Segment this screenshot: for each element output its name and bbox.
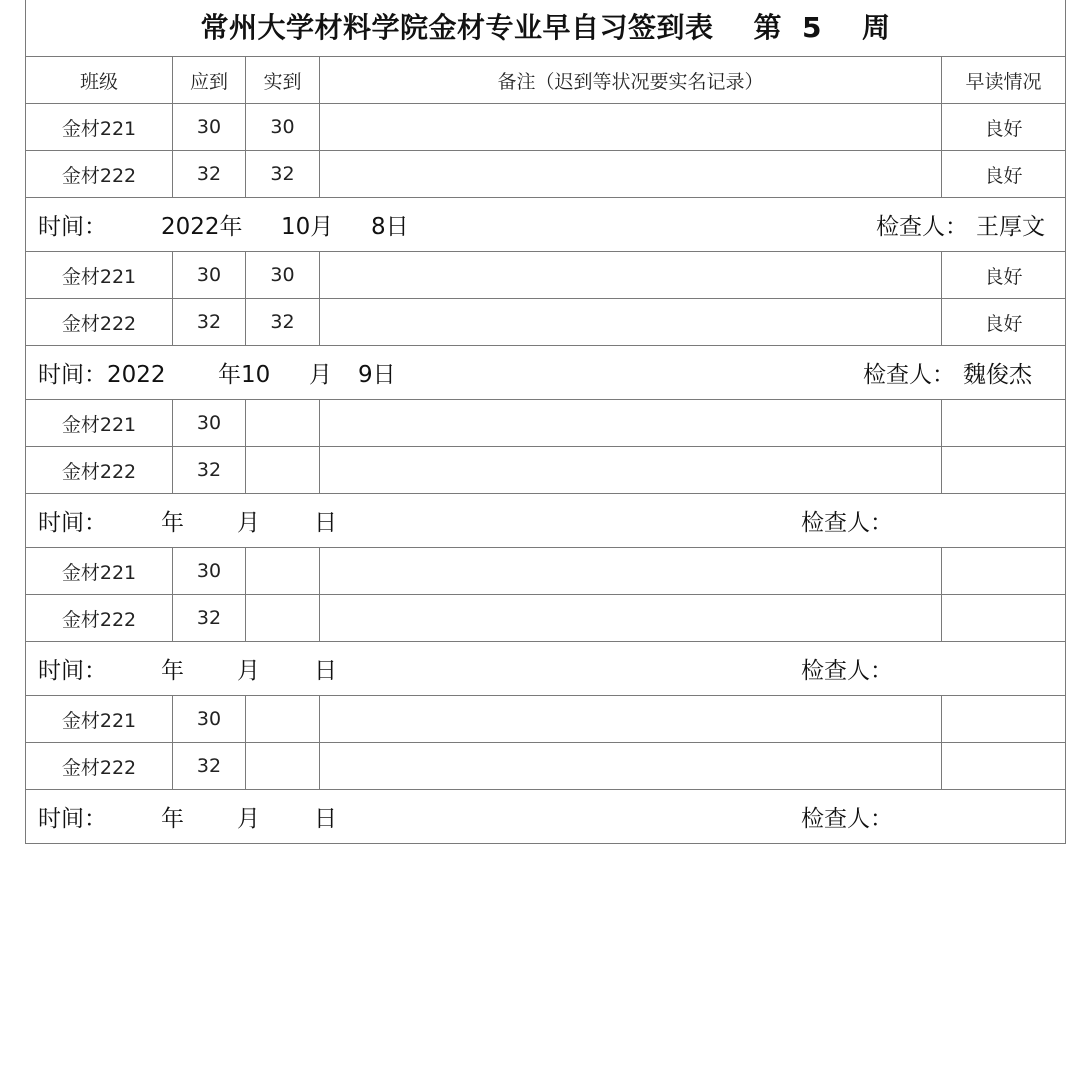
notes-cell xyxy=(319,400,941,446)
header-expected: 应到 xyxy=(172,57,245,103)
status-cell xyxy=(941,447,1065,493)
header-actual: 实到 xyxy=(245,57,319,103)
time-day: 日 xyxy=(314,658,337,684)
class-cell: 金材221 xyxy=(61,117,137,140)
expected-cell: 30 xyxy=(172,548,245,594)
expected-cell: 32 xyxy=(172,299,245,345)
expected-cell: 30 xyxy=(172,400,245,446)
table-row xyxy=(25,151,1066,198)
title-text: 常州大学材料学院金材专业早自习签到表 xyxy=(200,11,714,44)
class-cell: 金材222 xyxy=(61,608,137,631)
actual-cell: 32 xyxy=(245,151,319,197)
time-month: 月 xyxy=(309,362,332,388)
table-row xyxy=(25,743,1066,790)
time-year: 年 xyxy=(161,510,184,536)
class-cell: 金材222 xyxy=(61,460,137,483)
class-cell: 金材222 xyxy=(61,756,137,779)
notes-cell xyxy=(319,696,941,742)
status-cell xyxy=(941,548,1065,594)
notes-cell xyxy=(319,151,941,197)
time-label: 时间：2022 xyxy=(38,362,166,388)
inspector-label: 检查人： xyxy=(801,806,893,832)
expected-cell: 32 xyxy=(172,595,245,641)
header-class: 班级 xyxy=(79,70,118,93)
week-suffix: 周 xyxy=(862,11,891,44)
time-row xyxy=(25,642,1066,696)
time-month: 10月 xyxy=(281,214,334,240)
table-row xyxy=(25,400,1066,447)
time-day: 8日 xyxy=(371,214,409,240)
time-year: 年 xyxy=(161,658,184,684)
actual-cell xyxy=(245,595,319,641)
expected-cell: 32 xyxy=(172,447,245,493)
class-cell: 金材222 xyxy=(61,312,137,335)
time-month: 月 xyxy=(237,806,260,832)
header-notes: 备注（迟到等状况要实名记录） xyxy=(319,57,941,103)
time-month: 月 xyxy=(237,510,260,536)
notes-cell xyxy=(319,548,941,594)
class-cell: 金材221 xyxy=(61,561,137,584)
inspector-name: 王厚文 xyxy=(976,214,1045,240)
sheet-title xyxy=(26,6,1065,46)
notes-cell xyxy=(319,447,941,493)
status-cell xyxy=(941,696,1065,742)
actual-cell: 30 xyxy=(245,104,319,150)
notes-cell xyxy=(319,743,941,789)
day-blocks xyxy=(25,104,1066,844)
status-cell xyxy=(941,400,1065,446)
class-cell: 金材222 xyxy=(61,164,137,187)
time-row xyxy=(25,494,1066,548)
expected-cell: 32 xyxy=(172,743,245,789)
status-cell: 良好 xyxy=(941,299,1065,345)
status-cell xyxy=(941,595,1065,641)
time-year: 2022年 xyxy=(161,214,243,240)
header-status: 早读情况 xyxy=(941,57,1065,103)
table-row xyxy=(25,252,1066,299)
time-year: 年 xyxy=(161,806,184,832)
expected-cell: 32 xyxy=(172,151,245,197)
table-row xyxy=(25,696,1066,743)
time-day: 9日 xyxy=(358,362,396,388)
actual-cell: 32 xyxy=(245,299,319,345)
time-year: 年10 xyxy=(218,362,271,388)
time-label: 时间： xyxy=(38,806,107,832)
status-cell: 良好 xyxy=(941,104,1065,150)
title-row xyxy=(25,0,1066,57)
class-cell: 金材221 xyxy=(61,265,137,288)
status-cell: 良好 xyxy=(941,151,1065,197)
actual-cell xyxy=(245,743,319,789)
notes-cell xyxy=(319,595,941,641)
expected-cell: 30 xyxy=(172,104,245,150)
actual-cell xyxy=(245,400,319,446)
inspector-label: 检查人： xyxy=(863,362,955,388)
signin-sheet xyxy=(25,0,1066,844)
class-cell: 金材221 xyxy=(61,709,137,732)
time-row xyxy=(25,790,1066,844)
inspector-label: 检查人： xyxy=(801,658,893,684)
notes-cell xyxy=(319,104,941,150)
week-prefix: 第 xyxy=(753,11,783,44)
actual-cell xyxy=(245,447,319,493)
notes-cell xyxy=(319,299,941,345)
status-cell: 良好 xyxy=(941,252,1065,298)
time-day: 日 xyxy=(314,510,337,536)
time-row xyxy=(25,198,1066,252)
table-row xyxy=(25,548,1066,595)
table-row xyxy=(25,104,1066,151)
status-cell xyxy=(941,743,1065,789)
time-row xyxy=(25,346,1066,400)
week-number: 5 xyxy=(802,11,822,44)
table-row xyxy=(25,595,1066,642)
inspector-name: 魏俊杰 xyxy=(963,362,1032,388)
inspector-label: 检查人： xyxy=(876,214,968,240)
time-label: 时间： xyxy=(38,658,107,684)
table-row xyxy=(25,447,1066,494)
time-day: 日 xyxy=(314,806,337,832)
actual-cell xyxy=(245,548,319,594)
time-month: 月 xyxy=(237,658,260,684)
table-row xyxy=(25,299,1066,346)
inspector-label: 检查人： xyxy=(801,510,893,536)
notes-cell xyxy=(319,252,941,298)
time-label: 时间： xyxy=(38,214,107,240)
actual-cell: 30 xyxy=(245,252,319,298)
actual-cell xyxy=(245,696,319,742)
header-row xyxy=(25,57,1066,104)
expected-cell: 30 xyxy=(172,696,245,742)
class-cell: 金材221 xyxy=(61,413,137,436)
expected-cell: 30 xyxy=(172,252,245,298)
time-label: 时间： xyxy=(38,510,107,536)
